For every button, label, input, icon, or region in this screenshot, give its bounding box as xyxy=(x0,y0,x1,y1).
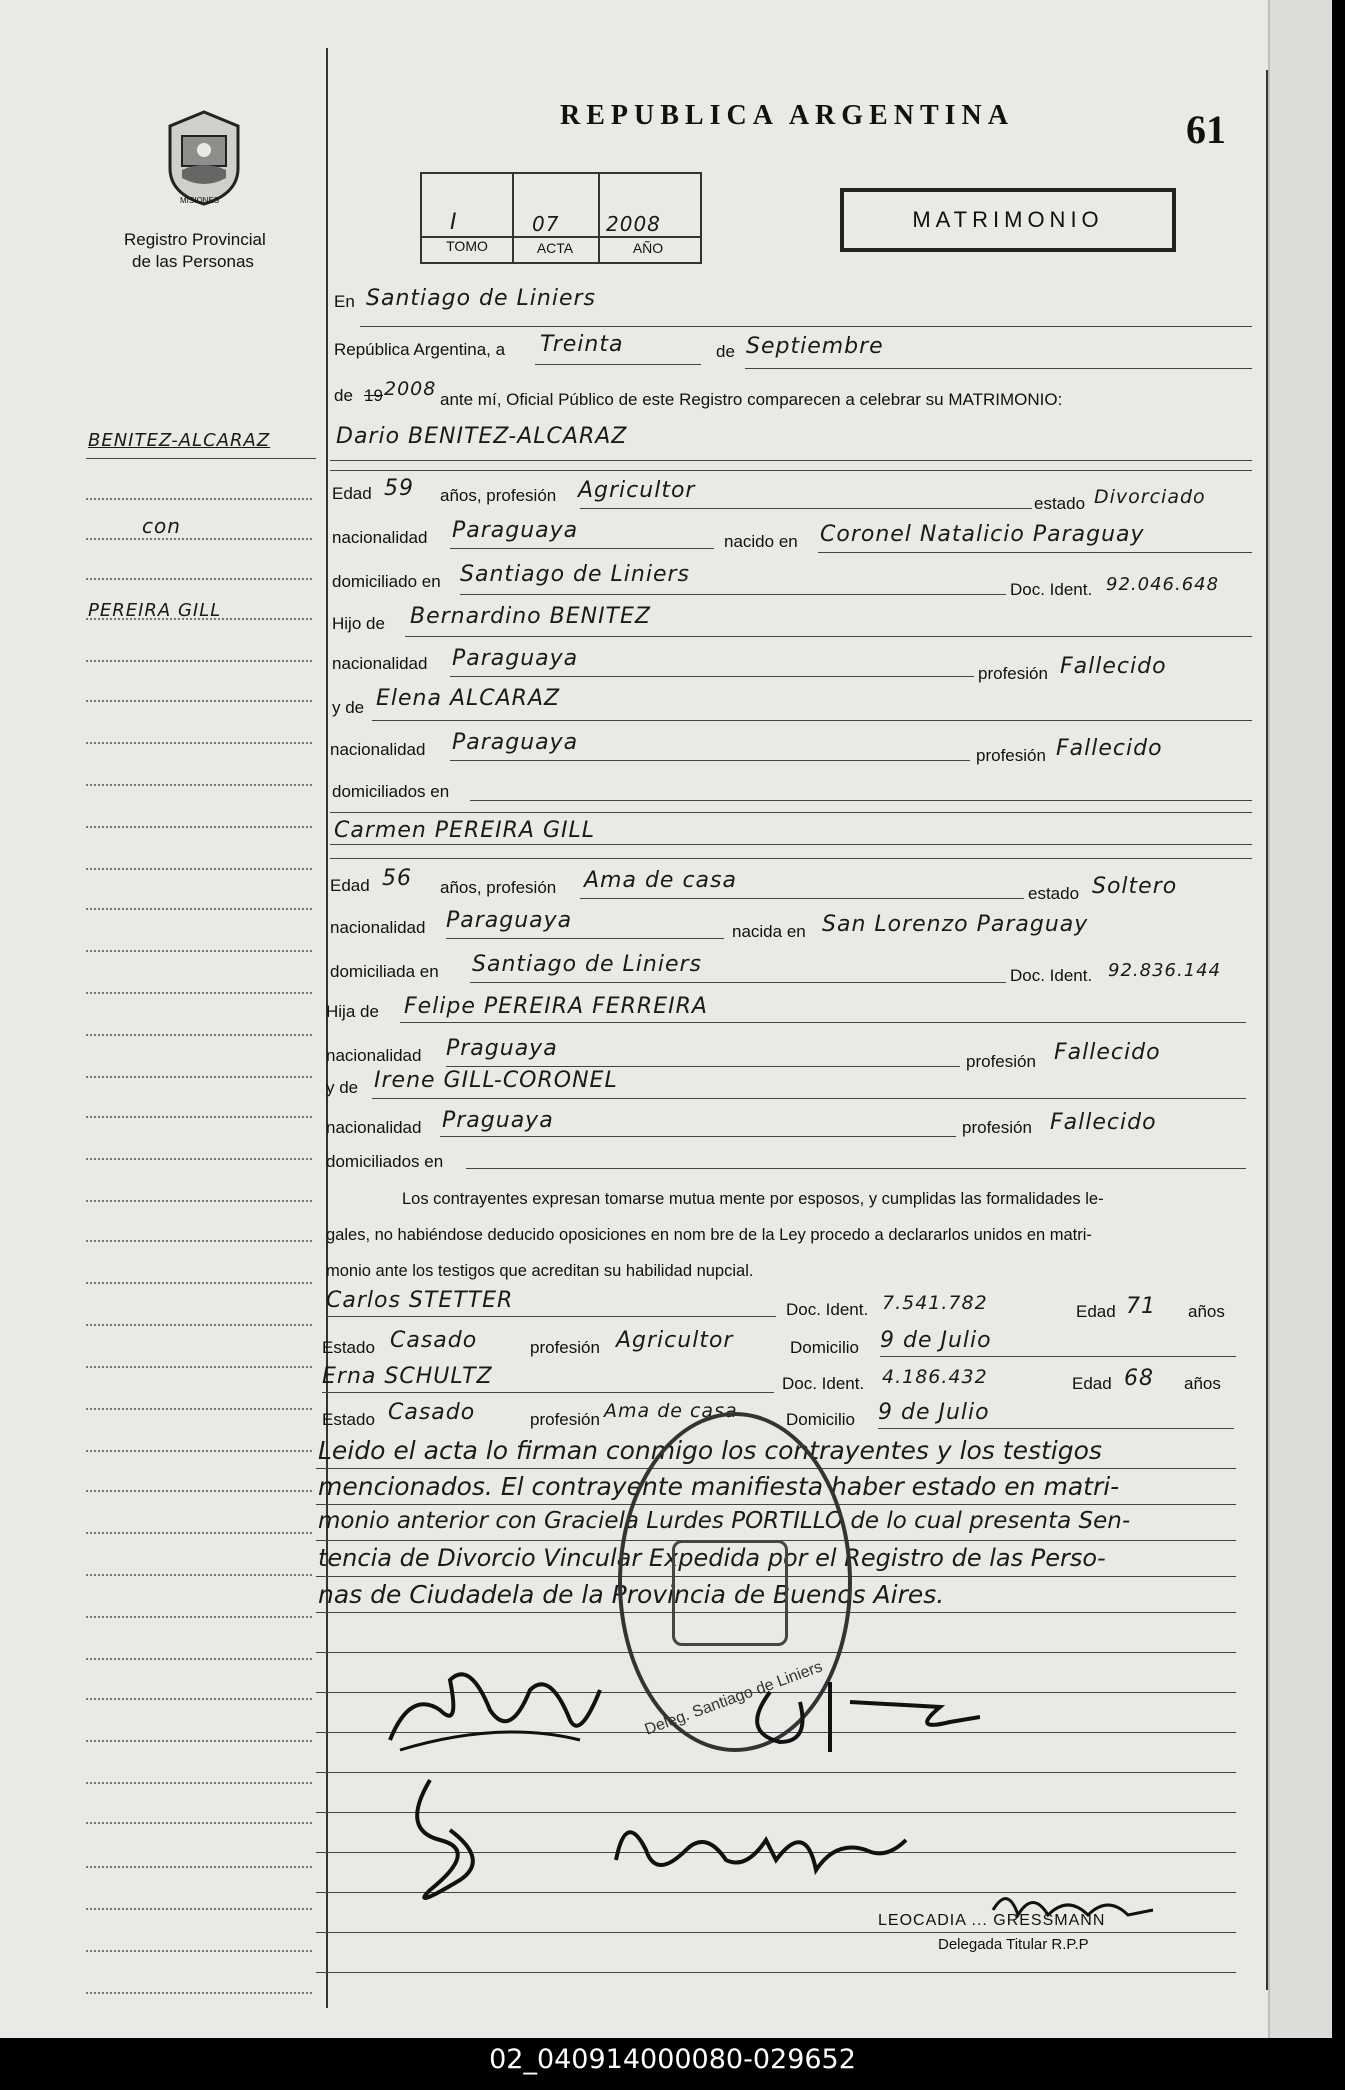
witness1-domicile: 9 de Julio xyxy=(880,1328,992,1353)
margin-dotted-line xyxy=(86,1992,312,1994)
rule xyxy=(450,676,974,677)
intro-de2-label: de xyxy=(334,386,353,405)
witness2-doc-label: Doc. Ident. xyxy=(782,1374,865,1393)
witness1-edad-label: Edad xyxy=(1076,1302,1116,1321)
rule xyxy=(316,1972,1236,1973)
rule xyxy=(405,636,1252,637)
groom-mother: Elena ALCARAZ xyxy=(376,686,561,711)
rule xyxy=(470,800,1252,801)
bride-age: 56 xyxy=(382,866,412,891)
groom-domiciliados-label: domiciliados en xyxy=(332,782,450,801)
witness1-name: Carlos STETTER xyxy=(326,1288,514,1313)
bride-estado-label: estado xyxy=(1028,884,1080,903)
rule xyxy=(580,898,1024,899)
seal-caption: MISIONES xyxy=(180,196,220,205)
margin-dotted-line xyxy=(86,1950,312,1952)
witness2-anos-label: años xyxy=(1184,1374,1221,1393)
witness2-age: 68 xyxy=(1124,1366,1154,1391)
acta-label: ACTA xyxy=(536,240,574,256)
groom-father-prof: Fallecido xyxy=(1060,654,1167,679)
rule xyxy=(466,1168,1246,1169)
rule xyxy=(372,1098,1246,1099)
bride-estado: Soltero xyxy=(1092,874,1178,899)
provincial-seal-icon xyxy=(158,108,250,208)
intro-de-label: de xyxy=(716,342,735,361)
page-number: 61 xyxy=(1186,107,1226,152)
bride-domicile: Santiago de Liniers xyxy=(472,952,702,977)
margin-dotted-line xyxy=(86,618,312,620)
groom-estado: Divorciado xyxy=(1094,486,1206,508)
rule xyxy=(450,548,714,549)
margin-dotted-line xyxy=(86,1490,312,1492)
rule xyxy=(326,1316,776,1317)
tomo-label: TOMO xyxy=(446,238,488,254)
margin-dotted-line xyxy=(86,742,312,744)
witness1-signature xyxy=(740,1672,980,1762)
margin-dotted-line xyxy=(86,868,312,870)
rule xyxy=(440,1136,956,1137)
margin-dotted-line xyxy=(86,700,312,702)
witness2-domicile: 9 de Julio xyxy=(878,1400,990,1425)
margin-dotted-line xyxy=(86,1240,312,1242)
groom-mother-prof: Fallecido xyxy=(1056,736,1163,761)
declaration-line3: monio ante los testigos que acreditan su habilidad nupcial. xyxy=(326,1262,754,1280)
note-line-5: nas de Ciudadela de la Provincia de Buenos Aires. xyxy=(318,1580,945,1609)
intro-place: Santiago de Liniers xyxy=(366,286,596,311)
tomo-value: I xyxy=(450,210,458,235)
rule xyxy=(360,326,1252,327)
witness2-doc: 4.186.432 xyxy=(882,1366,988,1388)
margin-dotted-line xyxy=(86,1450,312,1452)
rule xyxy=(460,594,1006,595)
bride-mother-prof: Fallecido xyxy=(1050,1110,1157,1135)
rule xyxy=(330,812,1252,813)
left-signature xyxy=(390,1770,510,1910)
margin-dotted-line xyxy=(86,1740,312,1742)
groom-estado-label: estado xyxy=(1034,494,1086,513)
margin-other: PEREIRA GILL xyxy=(88,600,222,621)
witness2-profession: Ama de casa xyxy=(604,1400,738,1422)
margin-dotted-line xyxy=(86,1866,312,1868)
bride-profession: Ama de casa xyxy=(584,868,737,893)
bride-mother: Irene GILL-CORONEL xyxy=(374,1068,618,1093)
bride-father: Felipe PEREIRA FERREIRA xyxy=(404,994,708,1019)
rule xyxy=(86,458,316,459)
groom-nacido-label: nacido en xyxy=(724,532,798,551)
bride-name: Carmen PEREIRA GILL xyxy=(334,818,596,843)
ano-label: AÑO xyxy=(632,240,664,256)
rule xyxy=(745,368,1252,369)
groom-signature xyxy=(380,1650,610,1770)
declaration-line1: Los contrayentes expresan tomarse mutua mente por esposos, y cumplidas las formalidades le- xyxy=(402,1190,1104,1208)
bride-father-nat: Praguaya xyxy=(446,1036,558,1061)
margin-dotted-line xyxy=(86,1574,312,1576)
scan-code: 02_040914000080-029652 xyxy=(489,2044,856,2075)
bride-doc-label: Doc. Ident. xyxy=(1010,966,1093,985)
bride-father-prof: Fallecido xyxy=(1054,1040,1161,1065)
witness2-name: Erna SCHULTZ xyxy=(322,1364,493,1389)
bride-domiciliados-label: domiciliados en xyxy=(326,1152,444,1171)
witness1-estado-label: Estado xyxy=(322,1338,375,1357)
witness1-anos-label: años xyxy=(1188,1302,1225,1321)
groom-nat-label: nacionalidad xyxy=(332,528,428,547)
groom-mother-nat-label: nacionalidad xyxy=(330,740,426,759)
groom-father-prof-label: profesión xyxy=(978,664,1048,683)
bride-mother-nat: Praguaya xyxy=(442,1108,554,1133)
groom-birthplace: Coronel Natalicio Paraguay xyxy=(820,522,1145,547)
witness2-edad-label: Edad xyxy=(1072,1374,1112,1393)
bride-birthplace: San Lorenzo Paraguay xyxy=(822,912,1089,937)
witness1-doc: 7.541.782 xyxy=(882,1292,988,1314)
rule xyxy=(400,1022,1246,1023)
groom-father-nat-label: nacionalidad xyxy=(332,654,428,673)
margin-dotted-line xyxy=(86,1408,312,1410)
ano-value: 2008 xyxy=(606,212,661,236)
rule xyxy=(818,552,1252,553)
note-line-3: monio anterior con Graciela Lurdes PORTILLO de lo cual presenta Sen- xyxy=(318,1508,1131,1534)
groom-doc: 92.046.648 xyxy=(1106,574,1220,595)
margin-dotted-line xyxy=(86,1116,312,1118)
witness2-signature xyxy=(606,1800,916,1890)
bride-yde-label: y de xyxy=(326,1078,359,1097)
officer-title: Delegada Titular R.P.P xyxy=(938,1936,1089,1953)
groom-yde-label: y de xyxy=(332,698,365,717)
margin-dotted-line xyxy=(86,1658,312,1660)
registry-name-line1: Registro Provincial xyxy=(124,230,266,249)
margin-dotted-line xyxy=(86,1200,312,1202)
witness2-estado: Casado xyxy=(388,1400,476,1425)
witness1-estado: Casado xyxy=(390,1328,478,1353)
rule xyxy=(450,760,970,761)
margin-dotted-line xyxy=(86,1908,312,1910)
republica-label: República Argentina, a xyxy=(334,340,506,359)
margin-dotted-line xyxy=(86,1532,312,1534)
intro-month: Septiembre xyxy=(746,334,884,359)
margin-dotted-line xyxy=(86,784,312,786)
intro-day: Treinta xyxy=(540,332,624,357)
groom-mother-nat: Paraguaya xyxy=(452,730,579,755)
bride-doc: 92.836.144 xyxy=(1108,960,1222,981)
groom-dom-label: domiciliado en xyxy=(332,572,441,591)
groom-mother-prof-label: profesión xyxy=(976,746,1046,765)
margin-dotted-line xyxy=(86,992,312,994)
margin-dotted-line xyxy=(86,1366,312,1368)
bride-father-prof-label: profesión xyxy=(966,1052,1036,1071)
bride-nationality: Paraguaya xyxy=(446,908,573,933)
margin-dotted-line xyxy=(86,908,312,910)
en-label: En xyxy=(334,292,355,311)
margin-dotted-line xyxy=(86,1616,312,1618)
margin-names: BENITEZ-ALCARAZ xyxy=(88,430,271,451)
rule xyxy=(535,364,701,365)
bride-nat-label: nacionalidad xyxy=(330,918,426,937)
groom-hijo-label: Hijo de xyxy=(332,614,385,633)
margin-dotted-line xyxy=(86,1282,312,1284)
rule xyxy=(470,982,1006,983)
acta-value: 07 xyxy=(532,212,560,236)
rule xyxy=(580,508,1032,509)
margin-con: con xyxy=(142,514,181,538)
bride-anos-prof-label: años, profesión xyxy=(440,878,557,897)
margin-dotted-line xyxy=(86,498,312,500)
officer-name: LEOCADIA ... GRESSMANN xyxy=(878,1912,1106,1929)
groom-father: Bernardino BENITEZ xyxy=(410,604,651,629)
page-edge xyxy=(1268,0,1332,2038)
declaration-line2: gales, no habiéndose deducido oposiciones en nom bre de la Ley procedo a declararlos unidos en matri- xyxy=(326,1226,1092,1244)
intro-year: 2008 xyxy=(384,378,437,400)
groom-anos-prof-label: años, profesión xyxy=(440,486,557,505)
rule xyxy=(330,844,1252,845)
groom-age: 59 xyxy=(384,476,414,501)
witness1-prof-label: profesión xyxy=(530,1338,600,1357)
margin-dotted-line xyxy=(86,1698,312,1700)
rule xyxy=(446,1066,960,1067)
witness2-estado-label: Estado xyxy=(322,1410,375,1429)
act-type-box xyxy=(840,188,1176,252)
margin-dotted-line xyxy=(86,1324,312,1326)
rule xyxy=(880,1356,1236,1357)
margin-dotted-line xyxy=(86,578,312,580)
margin-dotted-line xyxy=(86,950,312,952)
witness2-prof-label: profesión xyxy=(530,1410,600,1429)
rule xyxy=(878,1428,1234,1429)
rule xyxy=(316,1932,1236,1933)
groom-doc-label: Doc. Ident. xyxy=(1010,580,1093,599)
stamp-emblem xyxy=(672,1540,788,1646)
bride-father-nat-label: nacionalidad xyxy=(326,1046,422,1065)
groom-name: Dario BENITEZ-ALCARAZ xyxy=(336,424,628,449)
stamp-text: Deleg. Santiago de Liniers xyxy=(642,1658,825,1739)
rule xyxy=(330,858,1252,859)
margin-dotted-line xyxy=(86,1158,312,1160)
groom-domicile: Santiago de Liniers xyxy=(460,562,690,587)
bride-hija-label: Hija de xyxy=(326,1002,379,1021)
bride-mother-prof-label: profesión xyxy=(962,1118,1032,1137)
witness1-dom-label: Domicilio xyxy=(790,1338,859,1357)
note-line-2: mencionados. El contrayente manifiesta haber estado en matri- xyxy=(318,1472,1120,1501)
rule xyxy=(446,938,724,939)
margin-dotted-line xyxy=(86,1076,312,1078)
note-line-4: tencia de Divorcio Vincular Expedida por el Registro de las Perso- xyxy=(318,1544,1106,1572)
act-type-label: MATRIMONIO xyxy=(912,207,1104,232)
note-line-1: Leido el acta lo firman conmigo los contrayentes y los testigos xyxy=(318,1436,1102,1465)
rule xyxy=(322,1392,774,1393)
witness1-age: 71 xyxy=(1126,1294,1156,1319)
right-rule xyxy=(1266,70,1268,1990)
witness1-profession: Agricultor xyxy=(616,1328,734,1353)
witness1-doc-label: Doc. Ident. xyxy=(786,1300,869,1319)
groom-father-nat: Paraguaya xyxy=(452,646,579,671)
groom-profession: Agricultor xyxy=(578,478,696,503)
rule xyxy=(330,470,1252,471)
bride-edad-label: Edad xyxy=(330,876,370,895)
groom-nationality: Paraguaya xyxy=(452,518,579,543)
bride-mother-nat-label: nacionalidad xyxy=(326,1118,422,1137)
margin-dotted-line xyxy=(86,1034,312,1036)
margin-dotted-line xyxy=(86,1782,312,1784)
margin-dotted-line xyxy=(86,826,312,828)
bride-dom-label: domiciliada en xyxy=(330,962,439,981)
bride-nacida-label: nacida en xyxy=(732,922,806,941)
margin-dotted-line xyxy=(86,660,312,662)
margin-dotted-line xyxy=(86,1822,312,1824)
rule xyxy=(372,720,1252,721)
intro-year-printed: 19 xyxy=(364,386,383,405)
country-title: REPUBLICA ARGENTINA xyxy=(560,100,1014,131)
margin-rule xyxy=(326,48,328,2008)
groom-edad-label: Edad xyxy=(332,484,372,503)
intro-statement: ante mí, Oficial Público de este Registro comparecen a celebrar su MATRIMONIO: xyxy=(440,390,1063,409)
rule xyxy=(330,460,1252,461)
registry-name-line2: de las Personas xyxy=(132,252,254,271)
witness2-dom-label: Domicilio xyxy=(786,1410,855,1429)
margin-dotted-line xyxy=(86,538,312,540)
